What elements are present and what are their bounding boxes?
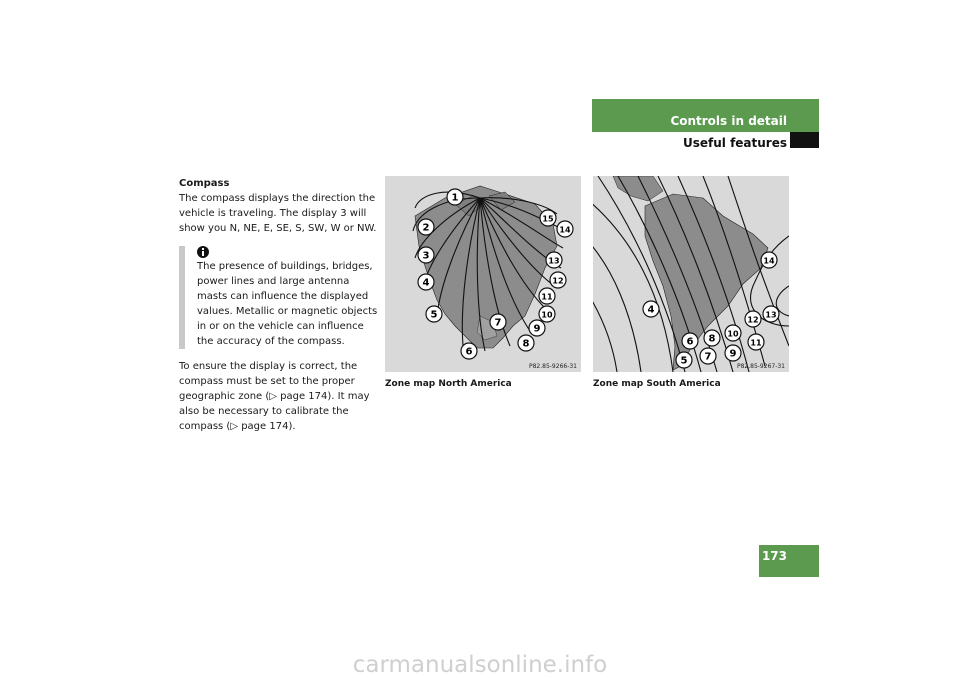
svg-text:11: 11 [750, 338, 762, 348]
svg-text:9: 9 [729, 348, 737, 360]
note-text: The presence of buildings, bridges, power lines and large antenna masts can influence the displayed values. Metallic or magnetic objects in or on the vehicle can influence the accuracy of the compass. [197, 261, 378, 347]
zone-marker-sa-10 [725, 325, 741, 341]
subsection-title: Useful features [682, 136, 787, 150]
info-icon [197, 246, 209, 258]
figure-code: P82.85-9266-31 [528, 363, 577, 370]
calibration-paragraph: To ensure the display is correct, the compass must be set to the proper geographic zone (▷ page 174). It may also be necessary to calibrate the compass (▷ page 174). [179, 361, 370, 432]
caption-south-america: Zone map South America [593, 379, 721, 389]
svg-text:12: 12 [747, 315, 759, 325]
svg-text:12: 12 [552, 276, 564, 286]
zone-marker-6 [461, 343, 477, 359]
figure-code: P82.85-9267-31 [736, 363, 785, 370]
page-number-box [759, 545, 819, 577]
svg-text:1: 1 [451, 192, 459, 204]
zone-marker-10 [539, 306, 555, 322]
page-number: 173 [761, 549, 787, 563]
svg-text:10: 10 [541, 310, 553, 320]
svg-text:8: 8 [708, 333, 716, 345]
zone-marker-sa-6 [682, 333, 698, 349]
svg-text:13: 13 [765, 310, 777, 320]
corner-marker [790, 132, 819, 148]
zone-marker-sa-7 [700, 348, 716, 364]
svg-text:10: 10 [727, 329, 739, 339]
svg-text:5: 5 [430, 309, 438, 321]
header-band [592, 99, 819, 132]
zone-marker-12 [550, 272, 566, 288]
zone-marker-sa-11 [748, 334, 764, 350]
zone-marker-5 [426, 306, 442, 322]
zone-marker-3 [418, 247, 434, 263]
svg-text:8: 8 [522, 338, 530, 350]
svg-text:3: 3 [422, 250, 430, 262]
svg-text:9: 9 [533, 323, 541, 335]
zone-marker-sa-13 [763, 306, 779, 322]
zone-marker-11 [539, 288, 555, 304]
zone-marker-sa-4 [643, 301, 659, 317]
zone-marker-sa-5 [676, 352, 692, 368]
svg-text:7: 7 [494, 317, 502, 329]
intro-paragraph: The compass displays the direction the vehicle is traveling. The display 3 will show you N, NE, E, SE, S, SW, W or NW. [179, 193, 377, 234]
note-box [179, 246, 379, 349]
svg-text:13: 13 [548, 256, 560, 266]
subsection-bar [592, 132, 819, 152]
svg-text:15: 15 [542, 214, 554, 224]
zone-marker-sa-8 [704, 330, 720, 346]
zone-marker-9 [529, 320, 545, 336]
zone-marker-15 [540, 210, 556, 226]
section-title: Controls in detail [670, 114, 787, 128]
svg-text:11: 11 [541, 292, 553, 302]
svg-text:2: 2 [422, 222, 430, 234]
text-column [179, 176, 379, 434]
zone-map-north-america [385, 176, 581, 372]
svg-text:14: 14 [763, 256, 775, 266]
svg-text:6: 6 [686, 336, 694, 348]
svg-text:7: 7 [704, 351, 712, 363]
watermark: carmanualsonline.info [352, 652, 608, 678]
zone-marker-7 [490, 314, 506, 330]
zone-marker-4 [418, 274, 434, 290]
svg-text:4: 4 [422, 277, 430, 289]
section-heading: Compass [179, 178, 230, 189]
zone-marker-sa-12 [745, 311, 761, 327]
zone-marker-8 [518, 335, 534, 351]
zone-marker-sa-9 [725, 345, 741, 361]
zone-marker-13 [546, 252, 562, 268]
svg-text:5: 5 [680, 355, 688, 367]
svg-text:6: 6 [465, 346, 473, 358]
svg-text:4: 4 [647, 304, 655, 316]
caption-north-america: Zone map North America [385, 379, 512, 389]
zone-marker-2 [418, 219, 434, 235]
zone-marker-sa-14 [761, 252, 777, 268]
svg-text:14: 14 [559, 225, 571, 235]
zone-map-south-america [593, 176, 789, 372]
zone-marker-1 [447, 189, 463, 205]
zone-marker-14 [557, 221, 573, 237]
